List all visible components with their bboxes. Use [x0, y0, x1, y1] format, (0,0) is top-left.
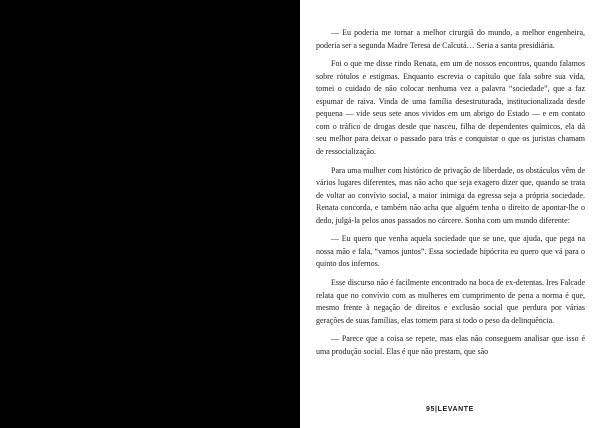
- footer-separator: |: [435, 406, 438, 413]
- paragraph-5: Esse discurso não é facilmente encontrado na boca de ex-detentas. Ires Falcade relata que no convívio com as mulheres em cumprimento de pena a norma é que, mesmo frente à negação de direitos e exclusão social que perdura por várias gerações de suas famílias, elas tomem para si todo o peso da delinquência.: [316, 278, 585, 325]
- paragraph-4: — Eu quero que venha aquela sociedade que se une, que ajuda, que pega na nossa mão e fala, “vamos juntos”. Essa sociedade hipócrita eu quero que vá para o quinto dos infernos.: [316, 234, 585, 269]
- body-text: [316, 27, 585, 365]
- paragraph-6: — Parece que a coisa se repete, mas elas não conseguem analisar que isso é uma produção social. Elas é que não prestam, que são: [316, 334, 585, 356]
- book-title: LEVANTE: [437, 406, 474, 413]
- paragraph-1: — Eu poderia me tornar a melhor cirurgiã do mundo, a melhor engenheira, poderia ser a segunda Madre Teresa de Calcutá… Seria a santa presidiária.: [316, 28, 585, 50]
- page-footer: [300, 406, 600, 413]
- page-number: 95: [426, 406, 436, 413]
- paragraph-3: Para uma mulher com histórico de privação de liberdade, os obstáculos vêm de vários lugares diferentes, mas não acho que seja exagero dizer que, quando se trata de voltar ao convívio social, a maior inimiga da egressa seja a própria sociedade. Renata concorda, e também não acha que alguém tenha o direito de apontar-lhe o dedo, julgá-la pelos anos passados no cárcere. Sonha com um mundo diferente:: [316, 165, 585, 225]
- paragraph-2: Foi o que me disse rindo Renata, em um de nossos encontros, quando falamos sobre rótulos e estigmas. Enquanto escrevia o capítulo que fala sobre sua vida, tomei o cuidado de não colocar nenhuma vez a palavra “sociedade”, que a faz espumar de raiva. Vinda de uma família desestruturada, institucionalizada desde pequena — vide seus sete anos vividos em um abrigo do Estado — e em contato com o tráfico de drogas desde que nasceu, filha de dependentes químicos, ela dá seu melhor para deixar o passado para trás e conquistar o que os juristas chamam de ressocialização.: [316, 59, 585, 156]
- right-page: [300, 0, 600, 428]
